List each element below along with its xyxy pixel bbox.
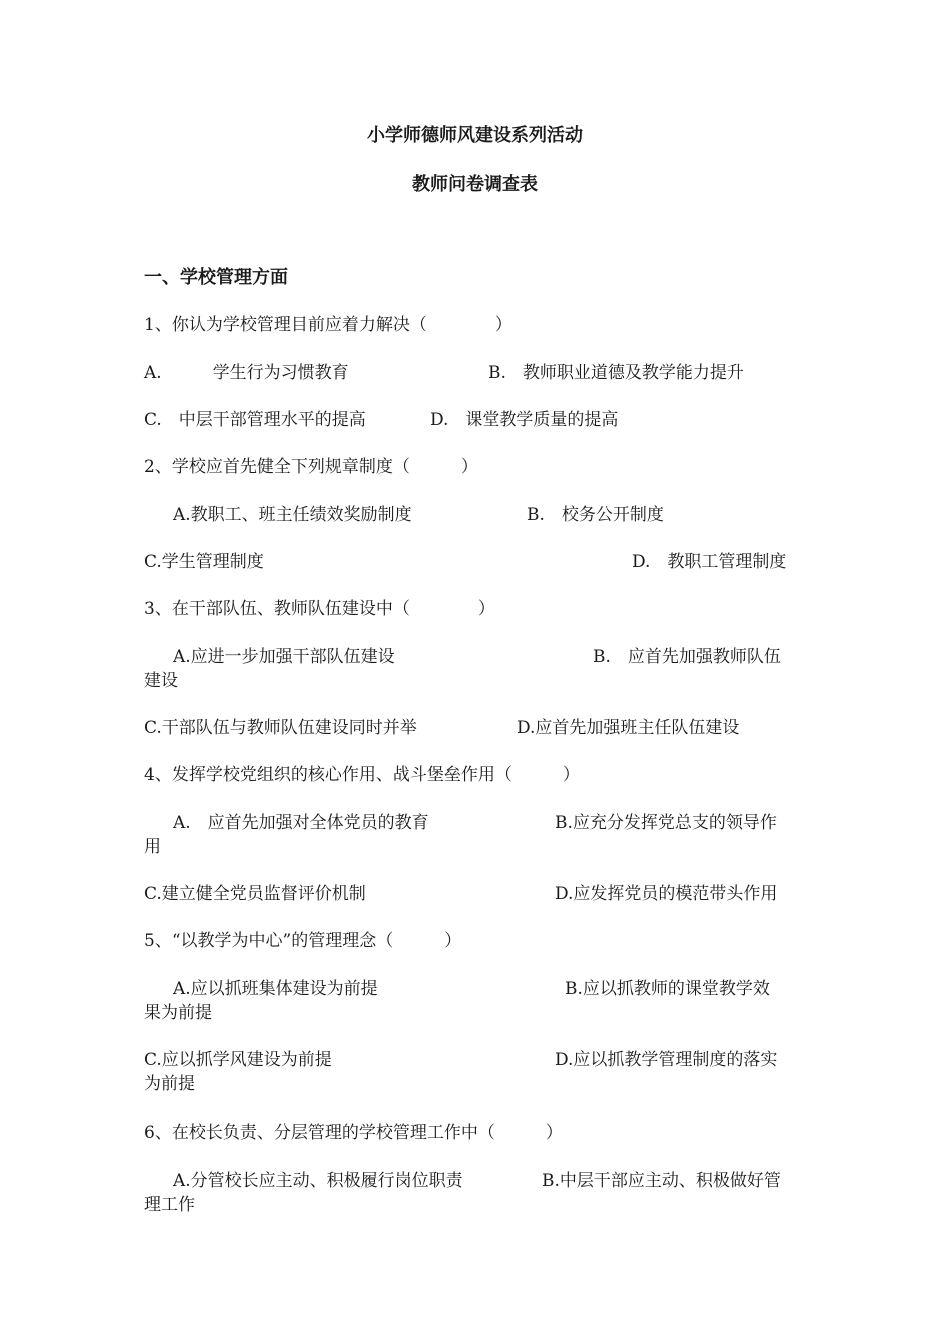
question-1-option-d: D. 课堂教学质量的提高: [430, 410, 619, 430]
question-5-option-a: A.应以抓班集体建设为前提: [173, 979, 378, 999]
question-4-option-a: A. 应首先加强对全体党员的教育: [173, 813, 429, 833]
question-1: 1、你认为学校管理目前应着力解决（ ）: [144, 315, 512, 335]
question-1-option-c: C. 中层干部管理水平的提高: [144, 410, 366, 430]
question-5-option-d-continued: 为前提: [144, 1074, 195, 1094]
question-6-option-b-continued: 理工作: [144, 1195, 195, 1215]
question-4-option-b: B.应充分发挥党总支的领导作: [555, 813, 777, 833]
question-2: 2、学校应首先健全下列规章制度（ ）: [144, 457, 478, 477]
question-1-option-b: B. 教师职业道德及教学能力提升: [488, 363, 744, 383]
question-5-option-d: D.应以抓教学管理制度的落实: [555, 1050, 778, 1070]
question-3-option-b: B. 应首先加强教师队伍: [593, 647, 781, 667]
question-4-option-d: D.应发挥党员的模范带头作用: [555, 884, 778, 904]
question-2-option-b: B. 校务公开制度: [527, 505, 664, 525]
question-6-option-a: A.分管校长应主动、积极履行岗位职责: [173, 1171, 463, 1191]
question-3-option-d: D.应首先加强班主任队伍建设: [517, 718, 740, 738]
question-6: 6、在校长负责、分层管理的学校管理工作中（ ）: [144, 1123, 563, 1143]
question-1-option-a: A. 学生行为习惯教育: [144, 363, 349, 383]
question-5-option-b-continued: 果为前提: [144, 1003, 212, 1023]
question-5-option-c: C.应以抓学风建设为前提: [144, 1050, 332, 1070]
question-2-option-a: A.教职工、班主任绩效奖励制度: [173, 505, 412, 525]
question-3: 3、在干部队伍、教师队伍建设中（ ）: [144, 599, 495, 619]
question-6-option-b: B.中层干部应主动、积极做好管: [542, 1171, 781, 1191]
question-2-option-d: D. 教职工管理制度: [632, 552, 787, 572]
question-2-option-c: C.学生管理制度: [144, 552, 264, 572]
question-4: 4、发挥学校党组织的核心作用、战斗堡垒作用（ ）: [144, 765, 580, 785]
document-subtitle: 教师问卷调查表: [412, 174, 538, 195]
question-3-option-a: A.应进一步加强干部队伍建设: [173, 647, 395, 667]
question-4-option-b-continued: 用: [144, 837, 161, 857]
question-5-option-b: B.应以抓教师的课堂教学效: [565, 979, 770, 999]
question-3-option-b-continued: 建设: [144, 671, 178, 691]
section-heading: 一、学校管理方面: [144, 267, 288, 288]
question-4-option-c: C.建立健全党员监督评价机制: [144, 884, 366, 904]
question-3-option-c: C.干部队伍与教师队伍建设同时并举: [144, 718, 417, 738]
question-5: 5、“以教学为中心”的管理理念（ ）: [144, 931, 462, 951]
document-title: 小学师德师风建设系列活动: [367, 125, 583, 146]
